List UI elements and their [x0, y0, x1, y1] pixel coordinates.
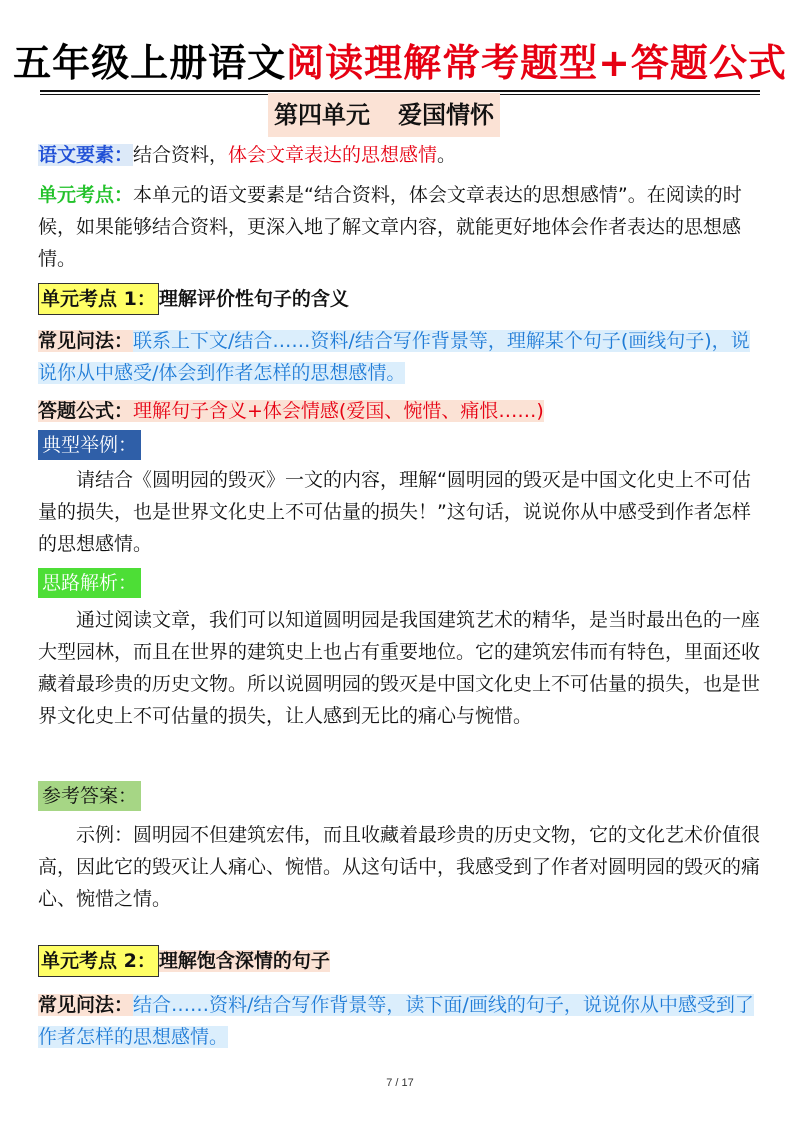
exam-point-1-title: 理解评价性句子的含义 — [158, 288, 349, 310]
exam-point-2-question-row — [38, 989, 764, 1053]
exam-point-1-heading — [38, 283, 764, 315]
exam-point-2-heading — [38, 945, 764, 977]
answer-tag-row — [38, 780, 764, 812]
example-paragraph: 请结合《圆明园的毁灭》一文的内容，理解“圆明园的毁灭是中国文化史上不可估量的损失，也是世界文化史上不可估量的损失！”这句话，说说你从中感受到作者怎样的思想感情。 — [38, 469, 751, 555]
exam-point-2-title: 理解饱含深情的句子 — [158, 950, 330, 972]
example-tag: 典型举例： — [38, 430, 141, 460]
language-element-end: 。 — [437, 144, 457, 166]
exam-point-2-label: 单元考点 2： — [38, 945, 159, 977]
unit-exam-point-label: 单元考点： — [38, 184, 134, 206]
formula-label: 答题公式： — [38, 400, 134, 422]
analysis-tag-row — [38, 567, 764, 599]
page-number: 7 / 17 — [386, 1077, 414, 1089]
answer-tag: 参考答案： — [38, 781, 141, 811]
language-element-text: 结合资料， — [133, 144, 229, 166]
question-2-label: 常见问法： — [38, 994, 134, 1016]
title-black-part: 五年级上册语文 — [13, 41, 287, 85]
unit-exam-point-row — [38, 179, 764, 275]
example-tag-row — [38, 429, 764, 461]
language-element-highlight: 体会文章表达的思想感情 — [228, 144, 438, 166]
question-text: 联系上下文/结合……资料/结合写作背景等，理解某个句子(画线句子)，说说你从中感受/体会到作者怎样的思想感情。 — [38, 330, 750, 384]
title-red-part: 阅读理解常考题型+答题公式 — [286, 41, 787, 85]
unit-heading — [268, 93, 500, 137]
exam-point-1-question-row — [38, 325, 764, 389]
question-2-text: 结合……资料/结合写作背景等，读下面/画线的句子，说说你从中感受到了作者怎样的思想感情。 — [38, 994, 754, 1048]
language-element-label: 语文要素： — [38, 144, 134, 166]
language-element-row — [38, 139, 764, 171]
analysis-paragraph: 通过阅读文章，我们可以知道圆明园是我国建筑艺术的精华，是当时最出色的一座大型园林，而且在世界的建筑史上也占有重要地位。它的建筑宏伟而有特色，里面还收藏着最珍贵的历史文物。所以说圆明园的毁灭是中国文化史上不可估量的损失，也是世界文化史上不可估量的损失，让人感到无比的痛心与惋惜。 — [38, 609, 761, 727]
analysis-tag: 思路解析： — [38, 568, 141, 598]
unit-name: 爱国情怀 — [398, 101, 494, 129]
exam-point-1-formula-row — [38, 395, 764, 427]
answer-paragraph: 示例：圆明园不但建筑宏伟，而且收藏着最珍贵的历史文物，它的文化艺术价值很高，因此它的毁灭让人痛心、惋惜。从这句话中，我感受到了作者对圆明园的毁灭的痛心、惋惜之情。 — [38, 824, 761, 910]
formula-text: 理解句子含义+体会情感(爱国、惋惜、痛恨……) — [133, 400, 544, 422]
title-rule-thick — [40, 90, 760, 92]
unit-number: 第四单元 — [274, 101, 370, 129]
exam-point-1-label: 单元考点 1： — [38, 283, 159, 315]
unit-exam-point-text: 本单元的语文要素是“结合资料，体会文章表达的思想感情”。在阅读的时候，如果能够结合资料，更深入地了解文章内容，就能更好地体会作者表达的思想感情。 — [38, 184, 742, 270]
page-title — [0, 38, 800, 88]
question-label: 常见问法： — [38, 330, 134, 352]
